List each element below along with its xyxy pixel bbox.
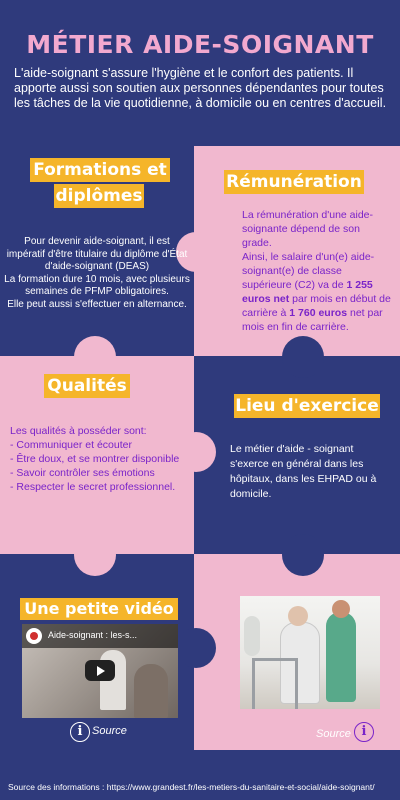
formations-label-line2: diplômes [55, 186, 143, 206]
qualites-item: - Savoir contrôler ses émotions [10, 467, 155, 479]
qualites-item: - Être doux, et se montrer disponible [10, 453, 180, 465]
remuneration-line2-pre: Ainsi, le salaire d'un(e) aide-soignant(e) de classe supérieure (C2) va de [242, 251, 375, 291]
page-title: MÉTIER AIDE-SOIGNANT [26, 30, 374, 59]
photo-figure [288, 606, 308, 626]
puzzle-knob [282, 336, 324, 378]
photo-source-link[interactable]: Source [316, 728, 351, 740]
video-embed[interactable] [22, 624, 178, 718]
photo-figure [244, 616, 260, 656]
puzzle-knob [176, 432, 216, 472]
info-icon[interactable]: i [70, 722, 90, 742]
play-icon[interactable] [85, 660, 115, 681]
remuneration-line2-post: net par mois en fin de carrière. [242, 307, 383, 333]
qualites-intro: Les qualités à posséder sont: [10, 425, 147, 437]
formations-label-2 [54, 184, 144, 208]
qualites-label: Qualités [44, 374, 130, 398]
formations-text: Pour devenir aide-soignant, il est impératif d'être titulaire du diplôme d'État d'aide-soignant (DEAS) La formation dure 10 mois, avec plusieurs semaines de PFMP obligatoires. Elle peut aussi s'effectuer en alternance. [4, 236, 190, 310]
puzzle-knob [176, 628, 216, 668]
salary-end: 1 760 euros [289, 307, 348, 319]
photo-figure [326, 612, 356, 702]
walker-shape [252, 658, 298, 709]
video-source-link[interactable]: Source [92, 725, 127, 737]
lieu-label: Lieu d'exercice [235, 396, 379, 416]
video-title: Aide-soignant : les-s... [48, 630, 138, 640]
salary-start: 1 255 euros net [242, 279, 373, 305]
channel-logo-icon [26, 628, 42, 644]
lieu-text: Le métier d'aide - soignant s'exerce en général dans les hôpitaux, dans les EHPAD ou à domicile. [230, 443, 377, 500]
remuneration-line2-mid: par mois en début de carrière à [242, 293, 391, 319]
video-label: Une petite vidéo [20, 598, 178, 620]
remuneration-line1: La rémunération d'une aide-soignante dépend de son grade. [242, 209, 374, 249]
puzzle-knob [74, 534, 116, 576]
puzzle-knob [74, 336, 116, 378]
puzzle-knob [282, 534, 324, 576]
formations-label [30, 158, 170, 182]
thumbnail-figure [134, 664, 168, 718]
remuneration-label: Rémunération [224, 170, 364, 194]
qualites-text [10, 424, 182, 494]
remuneration-text [242, 208, 392, 334]
footer-source: Source des informations : https://www.grandest.fr/les-metiers-du-sanitaire-et-social/aide-soignant/ [8, 782, 375, 792]
intro-text: L'aide-soignant s'assure l'hygiène et le confort des patients. Il apporte aussi son soutien aux personnes dépendantes pour toutes les tâches de la vie quotidienne, à domicile ou en centres d'accueil. [14, 66, 387, 110]
remuneration-line2 [242, 250, 392, 334]
care-photo [240, 596, 380, 709]
formations-label-line1: Formations et [33, 160, 167, 180]
photo-figure [332, 600, 350, 618]
info-icon[interactable]: i [354, 722, 374, 742]
qualites-item: - Respecter le secret professionnel. [10, 481, 176, 493]
qualites-item: - Communiquer et écouter [10, 439, 132, 451]
